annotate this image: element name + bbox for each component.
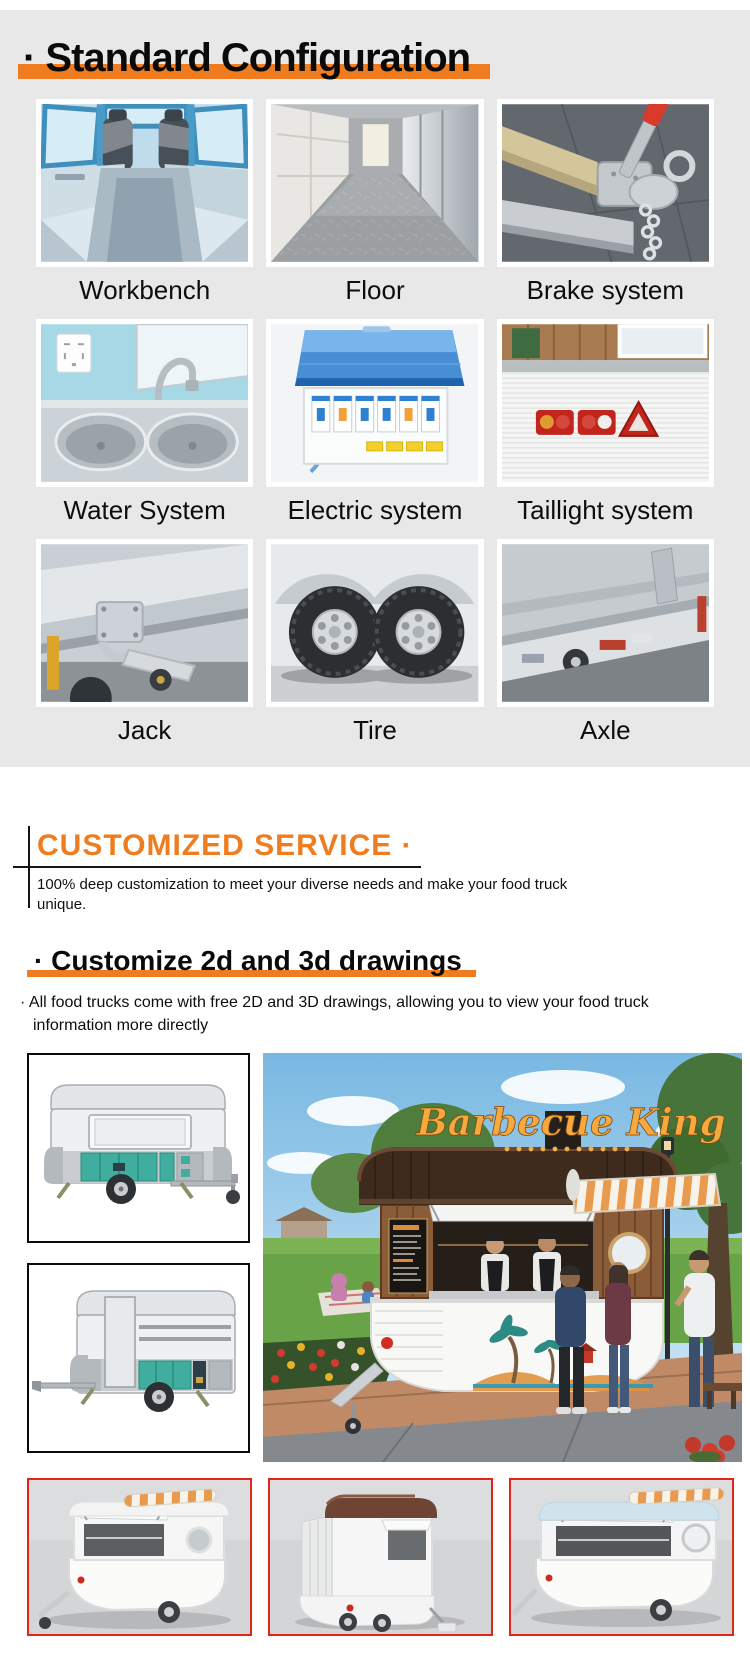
drawings-column [27, 1053, 250, 1453]
tile-floor [266, 99, 483, 307]
customize-drawings-section [0, 915, 750, 1636]
tile-brake-system [497, 99, 714, 307]
water-system-photo-illustration [41, 324, 248, 482]
drawing-2d-side-a [27, 1053, 250, 1243]
customized-service-description: 100% deep customization to meet your diverse needs and make your food truck unique. [37, 876, 568, 913]
render-3d-side-view [509, 1478, 734, 1636]
tile-label-taillight-system: Taillight system [517, 495, 694, 525]
taillight-system-photo-illustration [502, 324, 709, 482]
food-truck-scene-photo [263, 1053, 742, 1462]
customize-drawings-note: · All food trucks come with free 2D and 3D drawings, allowing you to view your food truck information more directly [20, 994, 649, 1035]
render-3d-front-view [27, 1478, 252, 1636]
customized-service-section [13, 829, 750, 915]
electric-system-image [266, 319, 483, 487]
workbench-photo-illustration [41, 104, 248, 262]
floor-photo-illustration [271, 104, 478, 262]
standard-configuration-section [0, 10, 750, 767]
tile-label-axle: Axle [580, 715, 631, 745]
tile-jack [36, 539, 253, 747]
tile-label-jack: Jack [117, 715, 172, 745]
tile-tire [266, 539, 483, 747]
tile-label-electric-system: Electric system [287, 495, 463, 525]
water-system-image [36, 319, 253, 487]
axle-photo-illustration [502, 544, 709, 702]
tile-label-workbench: Workbench [79, 275, 211, 305]
customized-service-heading: CUSTOMIZED SERVICE · [37, 829, 413, 862]
jack-image [36, 539, 253, 707]
tile-workbench [36, 99, 253, 307]
electric-system-photo-illustration [271, 324, 478, 482]
render-3d-rear-view [268, 1478, 493, 1636]
trailer-render-side [511, 1480, 732, 1634]
configuration-grid [36, 99, 714, 747]
section-title-standard-configuration: · Standard Configuration [18, 36, 490, 83]
drawing-2d-side-b [27, 1263, 250, 1453]
heading-rule [13, 866, 421, 868]
workbench-image [36, 99, 253, 267]
tile-taillight-system [497, 319, 714, 527]
floor-image [266, 99, 483, 267]
barbecue-king-scene-illustration [263, 1053, 742, 1462]
tire-image [266, 539, 483, 707]
tile-label-floor: Floor [345, 275, 405, 305]
tile-label-brake-system: Brake system [526, 275, 685, 305]
customize-drawings-heading: · Customize 2d and 3d drawings [27, 945, 476, 977]
jack-photo-illustration [41, 544, 248, 702]
trailer-drawing-b [29, 1265, 248, 1451]
axle-image [497, 539, 714, 707]
tile-electric-system [266, 319, 483, 527]
trailer-drawing-a [29, 1055, 248, 1241]
tile-water-system [36, 319, 253, 527]
tile-axle [497, 539, 714, 747]
trailer-render-rear [270, 1480, 491, 1634]
tile-label-water-system: Water System [63, 495, 226, 525]
brake-system-photo-illustration [502, 104, 709, 262]
brake-system-image [497, 99, 714, 267]
trailer-render-front [29, 1480, 250, 1634]
tire-photo-illustration [271, 544, 478, 702]
truck-sign-text: Barbecue King [416, 1100, 726, 1145]
render-row [27, 1478, 750, 1636]
taillight-system-image [497, 319, 714, 487]
drawings-and-photo-row [27, 1053, 750, 1462]
tile-label-tire: Tire [353, 715, 397, 745]
